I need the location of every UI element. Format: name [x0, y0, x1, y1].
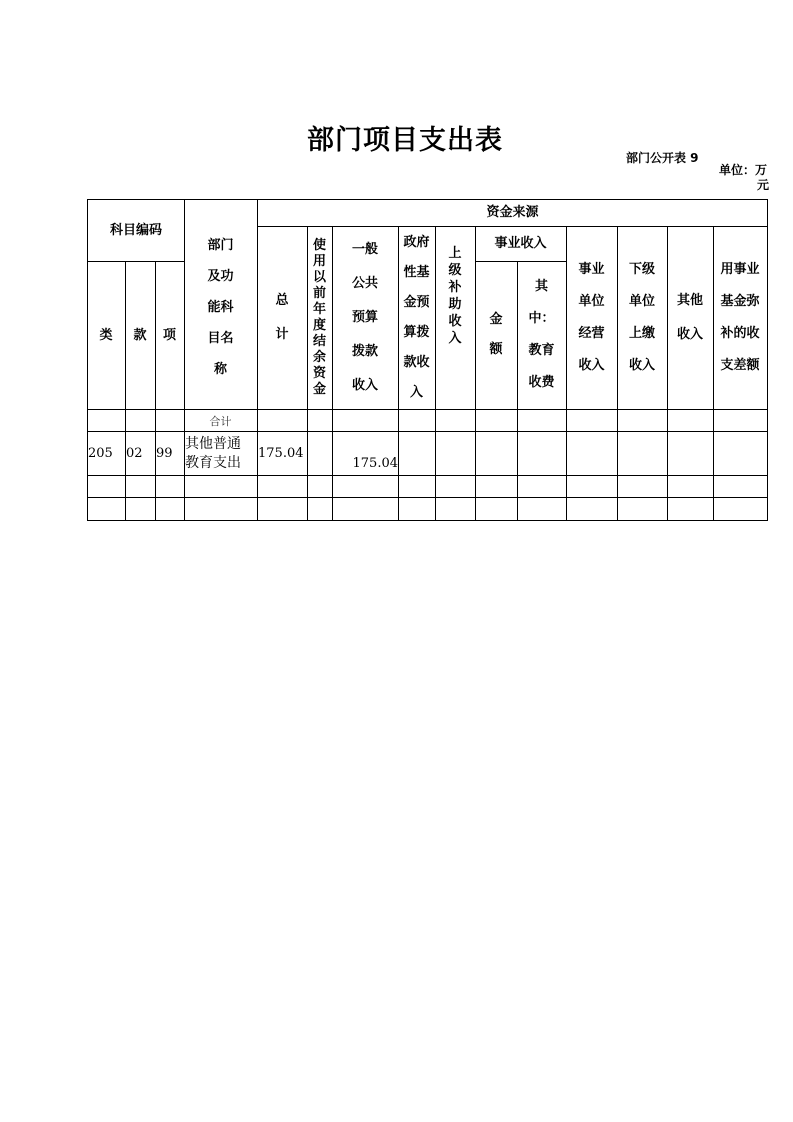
header-total [257, 226, 307, 409]
header-dept-func-line: 称 [213, 361, 227, 377]
header-lei: 类 [99, 327, 113, 343]
row-name: 合计 [209, 414, 232, 428]
header-prior-balance [307, 226, 332, 409]
header-gov-fund-line: 政府 [403, 234, 430, 250]
header-subordinate-income-line: 下级 [628, 261, 655, 277]
unit-label-main: 单位：万 [719, 163, 768, 177]
header-general-budget-line: 一般 [351, 241, 378, 257]
header-total-line: 计 [275, 326, 289, 342]
header-superior-subsidy-char: 上 [448, 246, 462, 261]
header-superior-subsidy-char: 入 [448, 331, 462, 346]
row-name-line: 其他普通 [185, 435, 241, 452]
header-dept-func-line: 及功 [207, 268, 234, 284]
header-of-which-line: 收费 [528, 375, 555, 390]
header-xiang: 项 [162, 327, 176, 343]
header-dept-func-line: 能科 [207, 299, 234, 315]
header-of-which-edu-fee [517, 261, 566, 409]
header-of-which-line: 教育 [528, 343, 555, 358]
header-amount-line: 额 [489, 342, 503, 357]
header-fund-make-up-line: 用事业 [720, 261, 760, 277]
row-lei: 205 [88, 446, 113, 461]
header-fund-make-up [713, 226, 767, 409]
header-subject-code: 科目编码 [109, 222, 162, 238]
header-kuan: 款 [133, 327, 147, 343]
header-prior-balance-char: 资 [312, 365, 326, 381]
header-prior-balance-char: 使 [312, 237, 326, 253]
header-superior-subsidy [435, 226, 475, 366]
header-subordinate-income [617, 226, 667, 409]
header-subordinate-income-line: 上缴 [628, 325, 655, 341]
header-general-budget-line: 公共 [351, 275, 378, 291]
header-prior-balance-char: 金 [312, 381, 326, 397]
header-operating-income-line: 单位 [578, 293, 605, 309]
table-border-bottom [87, 520, 768, 521]
header-of-which-line: 其 [534, 279, 548, 294]
header-superior-subsidy-char: 补 [448, 280, 462, 295]
rule-row-2 [87, 475, 768, 476]
header-prior-balance-char: 结 [312, 333, 326, 349]
header-prior-balance-char: 余 [312, 349, 326, 365]
header-prior-balance-char: 年 [312, 301, 326, 317]
row-name [185, 432, 257, 475]
header-amount-line: 金 [489, 312, 503, 327]
header-general-budget-line: 预算 [351, 309, 378, 325]
row-total: 175.04 [258, 446, 304, 461]
table-border-right [767, 199, 768, 521]
header-superior-subsidy-char: 级 [448, 263, 462, 278]
header-general-budget-line: 收入 [351, 377, 378, 393]
header-dept-func-name [184, 226, 257, 388]
header-operating-income [566, 226, 617, 409]
header-dept-func-line: 部门 [207, 237, 234, 253]
header-general-budget-line: 拨款 [351, 343, 378, 359]
header-fund-make-up-line: 基金弥 [720, 293, 760, 309]
header-gov-fund-line: 金预 [403, 294, 430, 310]
header-superior-subsidy-char: 助 [448, 297, 462, 312]
header-operating-income-line: 事业 [578, 261, 605, 277]
header-other-income [667, 226, 713, 409]
form-number: 部门公开表 9 [626, 151, 699, 165]
header-fund-make-up-line: 补的收 [720, 325, 760, 341]
header-gov-fund [398, 226, 435, 409]
header-operating-income-line: 经营 [578, 325, 605, 341]
unit-label [719, 163, 769, 193]
header-dept-func-line: 目名 [207, 330, 234, 346]
header-fund-make-up-line: 支差额 [720, 357, 760, 373]
row-general-budget: 175.04 [352, 456, 398, 471]
header-prior-balance-char: 用 [312, 253, 326, 269]
header-gov-fund-line: 性基 [403, 264, 430, 280]
header-of-which-line: 中： [528, 311, 555, 326]
header-career-income: 事业收入 [494, 236, 547, 251]
header-gov-fund-line: 款收 [403, 354, 430, 370]
header-other-income-line: 收入 [676, 326, 703, 342]
header-superior-subsidy-char: 收 [448, 314, 462, 329]
header-subordinate-income-line: 收入 [628, 357, 655, 373]
header-prior-balance-char: 前 [312, 285, 326, 301]
header-gov-fund-line: 算拨 [403, 324, 430, 340]
row-name-line: 教育支出 [185, 454, 241, 471]
row-kuan: 02 [126, 446, 143, 461]
page-title: 部门项目支出表 [307, 125, 503, 156]
row-xiang: 99 [156, 446, 173, 461]
header-gov-fund-line: 入 [409, 384, 423, 400]
header-prior-balance-char: 度 [312, 317, 326, 333]
header-prior-balance-char: 以 [312, 269, 326, 285]
header-other-income-line: 其他 [676, 292, 703, 308]
header-operating-income-line: 收入 [578, 357, 605, 373]
rule-row-3 [87, 497, 768, 498]
unit-label-suffix: 元 [756, 178, 769, 192]
header-amount [475, 261, 517, 409]
header-funding-source: 资金来源 [486, 205, 539, 220]
header-subordinate-income-line: 单位 [628, 293, 655, 309]
header-general-budget [332, 226, 398, 409]
header-total-line: 总 [275, 292, 289, 308]
